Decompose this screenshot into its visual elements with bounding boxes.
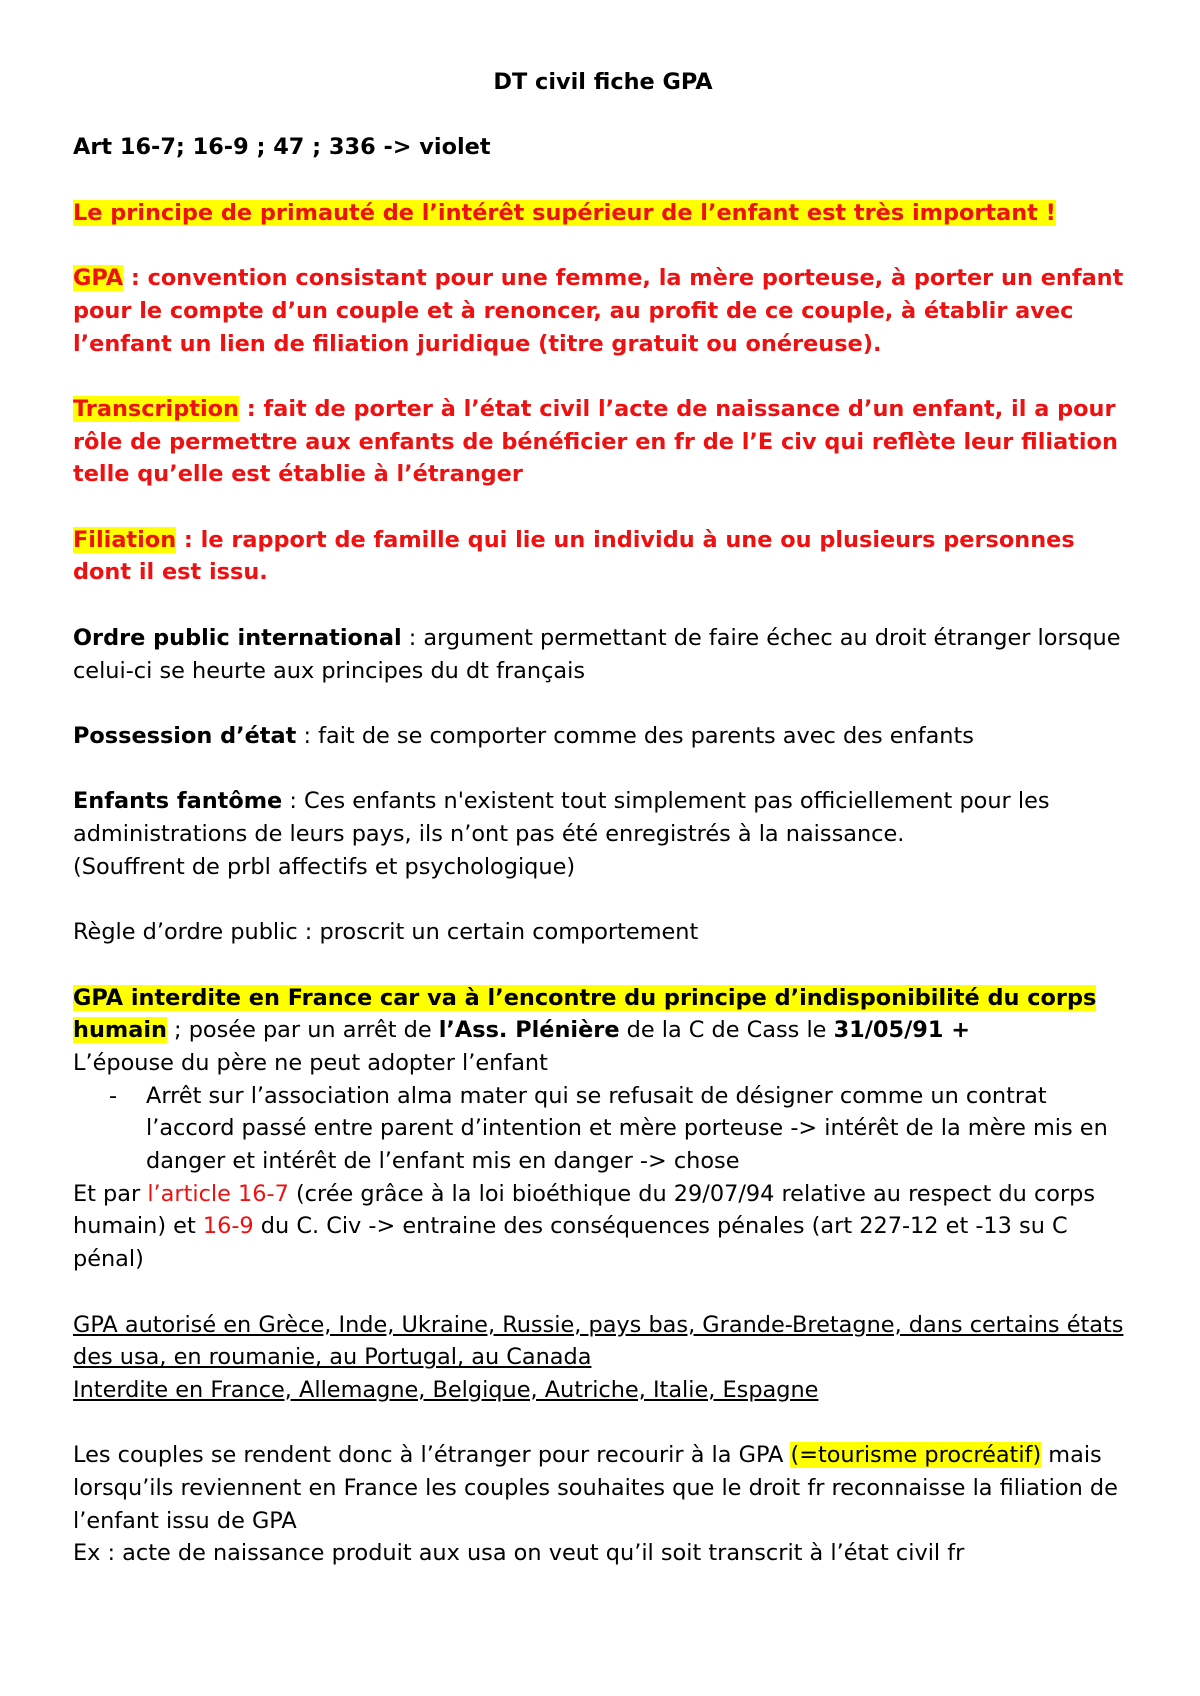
term-fantome: Enfants fantôme bbox=[73, 788, 283, 815]
text-gpa: convention consistant pour une femme, la mère porteuse, à porter un enfant pour le compte d’un couple et à renoncer, au profit de ce couple, à établir avec l’enfant un lien de filiation juridique (titre gratuit ou onéreuse). bbox=[73, 265, 1124, 357]
text-fantome: : Ces enfants n'existent tout simplement pas officiellement pour les administrations de leurs pays, ils n’ont pas été enregistrés à la naissance. bbox=[73, 788, 1050, 848]
bullet-list bbox=[73, 1080, 1133, 1178]
term-filiation: Filiation bbox=[73, 526, 177, 553]
text-ordre-public: : argument permettant de faire échec au droit étranger lorsque celui-ci se heurte aux principes du dt français bbox=[73, 624, 1121, 684]
term-ordre-public: Ordre public international bbox=[73, 624, 402, 651]
article-p1: Et par bbox=[73, 1180, 148, 1207]
gpa-interdite-t2: de la C de Cass le bbox=[619, 1017, 834, 1044]
tourisme-t2: mais lorsqu’ils reviennent en France les couples souhaites que le droit fr reconnaisse la filiation de l’enfant issu de GPA bbox=[73, 1442, 1118, 1534]
page-title: DT civil fiche GPA bbox=[493, 69, 713, 95]
bullet-dash: - bbox=[109, 1082, 118, 1109]
tourisme-t1: Les couples se rendent donc à l’étranger pour recourir à la GPA bbox=[73, 1442, 791, 1469]
gpa-interdite-ass-pleniere: l’Ass. Plénière bbox=[438, 1017, 620, 1044]
text-possession: : fait de se comporter comme des parents avec des enfants bbox=[296, 722, 974, 749]
definition-filiation bbox=[73, 524, 1133, 589]
article-paragraph bbox=[73, 1178, 1133, 1276]
tourisme-highlight: (=tourisme procréatif) bbox=[790, 1442, 1042, 1469]
text-filiation: : le rapport de famille qui lie un individu à une ou plusieurs personnes dont il est issu. bbox=[73, 526, 1075, 586]
gpa-interdite-highlight: GPA interdite en France car va à l’encontre du principe d’indisponibilité du corps humain bbox=[73, 984, 1097, 1044]
list-item bbox=[73, 1080, 1133, 1178]
text-transcription: : fait de porter à l’état civil l’acte de naissance d’un enfant, il a pour rôle de permettre aux enfants de bénéficier en fr de l’E civ qui reflète leur filiation telle qu’elle est établie à l’étranger bbox=[73, 395, 1118, 488]
definition-fantome bbox=[73, 785, 1133, 850]
tourisme-paragraph bbox=[73, 1439, 1133, 1537]
gpa-interdite-t1: ; posée par un arrêt de bbox=[166, 1017, 439, 1044]
article-16-9: 16-9 bbox=[202, 1213, 254, 1240]
gpa-interdite-line2: L’épouse du père ne peut adopter l’enfant bbox=[73, 1049, 548, 1076]
gpa-interdite-paragraph bbox=[73, 982, 1133, 1047]
article-p3: du C. Civ -> entraine des conséquences pénales (art 227-12 et -13 su C pénal) bbox=[73, 1213, 1068, 1273]
fantome-extra: (Souffrent de prbl affectifs et psychologique) bbox=[73, 853, 576, 880]
autorise-line: GPA autorisé en Grèce, Inde, Ukraine, Russie, pays bas, Grande-Bretagne, dans certains états des usa, en roumanie, au Portugal, au Canada bbox=[73, 1311, 1124, 1371]
articles-line: Art 16-7; 16-9 ; 47 ; 336 -> violet bbox=[73, 134, 491, 161]
term-gpa: GPA bbox=[73, 265, 124, 292]
interdite-line: Interdite en France, Allemagne, Belgique, Autriche, Italie, Espagne bbox=[73, 1376, 819, 1403]
gpa-interdite-plus: + bbox=[943, 1017, 970, 1044]
article-16-7: l’article 16-7 bbox=[147, 1180, 289, 1207]
bullet-text: Arrêt sur l’association alma mater qui se refusait de désigner comme un contrat l’accord passé entre parent d’intention et mère porteuse -> intérêt de la mère mis en danger et intérêt de l’enfant mis en danger -> chose bbox=[146, 1082, 1108, 1175]
sep-gpa: : bbox=[123, 265, 148, 292]
gpa-interdite-date: 31/05/91 bbox=[833, 1017, 944, 1044]
article-p2: (crée grâce à la loi bioéthique du 29/07/94 relative au respect du corps humain) et bbox=[73, 1180, 1096, 1240]
definition-regle: Règle d’ordre public : proscrit un certain comportement bbox=[73, 919, 699, 946]
principle-text: Le principe de primauté de l’intérêt supérieur de l’enfant est très important ! bbox=[73, 199, 1056, 226]
definition-transcription bbox=[73, 393, 1133, 491]
term-possession: Possession d’état bbox=[73, 722, 297, 749]
definition-ordre-public bbox=[73, 622, 1133, 687]
definition-gpa bbox=[73, 262, 1133, 360]
example-line: Ex : acte de naissance produit aux usa on veut qu’il soit transcrit à l’état civil fr bbox=[73, 1540, 965, 1567]
definition-possession bbox=[73, 720, 1133, 753]
document-page bbox=[73, 66, 1133, 1570]
term-transcription: Transcription bbox=[73, 395, 239, 422]
principle-line bbox=[73, 197, 1133, 230]
